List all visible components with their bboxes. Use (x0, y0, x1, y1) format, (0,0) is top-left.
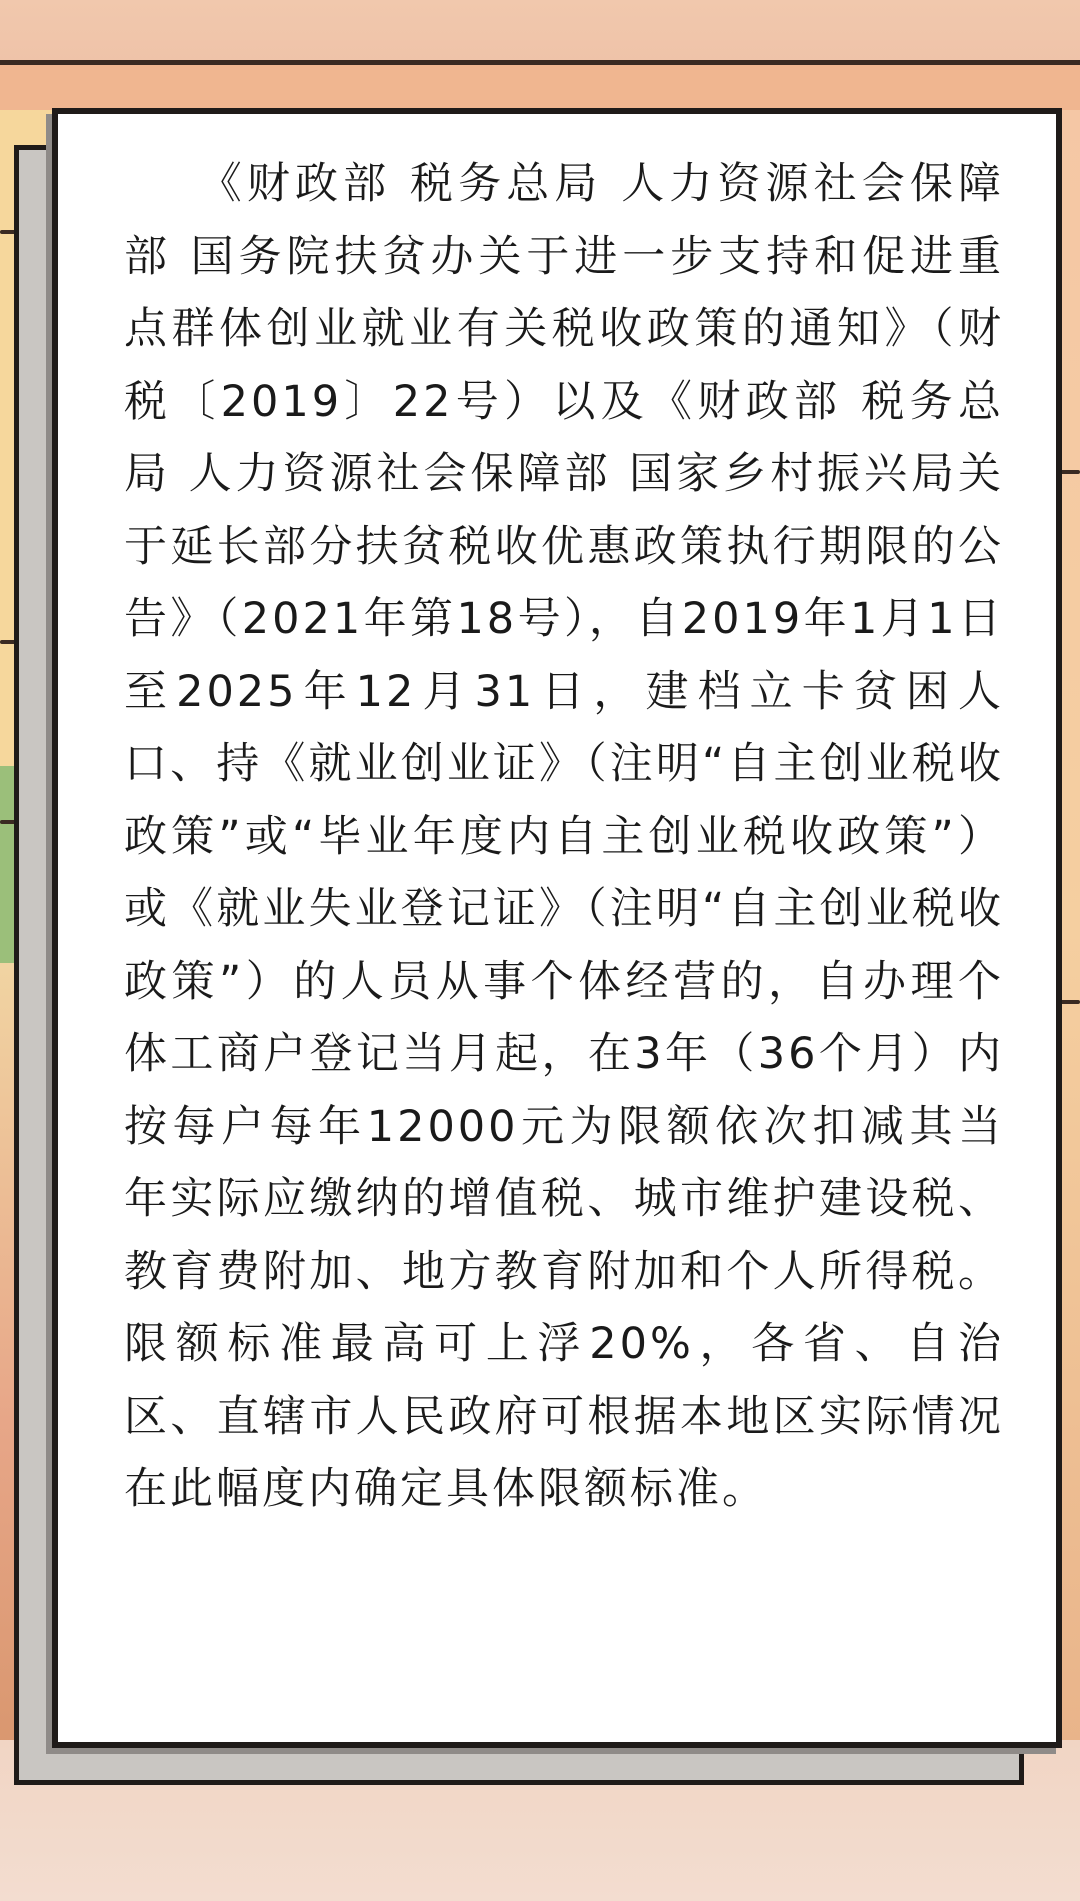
policy-paragraph: 《财政部 税务总局 人力资源社会保障部 国务院扶贫办关于进一步支持和促进重点群体创业就业有关税收政策的通知》（财税〔2019〕22号）以及《财政部 税务总局 人力资源社会保障部 国家乡村振兴局关于延长部分扶贫税收优惠政策执行期限的公告》（2021年第18号），自2019年1月1日至2025年12月31日，建档立卡贫困人口、持《就业创业证》（注明“自主创业税收政策”或“毕业年度内自主创业税收政策”）或《就业失业登记证》（注明“自主创业税收政策”）的人员从事个体经营的，自办理个体工商户登记当月起，在3年（36个月）内按每户每年12000元为限额依次扣减其当年实际应缴纳的增值税、城市维护建设税、教育费附加、地方教育附加和个人所得税。限额标准最高可上浮20%，各省、自治区、直辖市人民政府可根据本地区实际情况在此幅度内确定具体限额标准。 (124, 159, 1004, 1514)
document-card (52, 108, 1062, 1748)
